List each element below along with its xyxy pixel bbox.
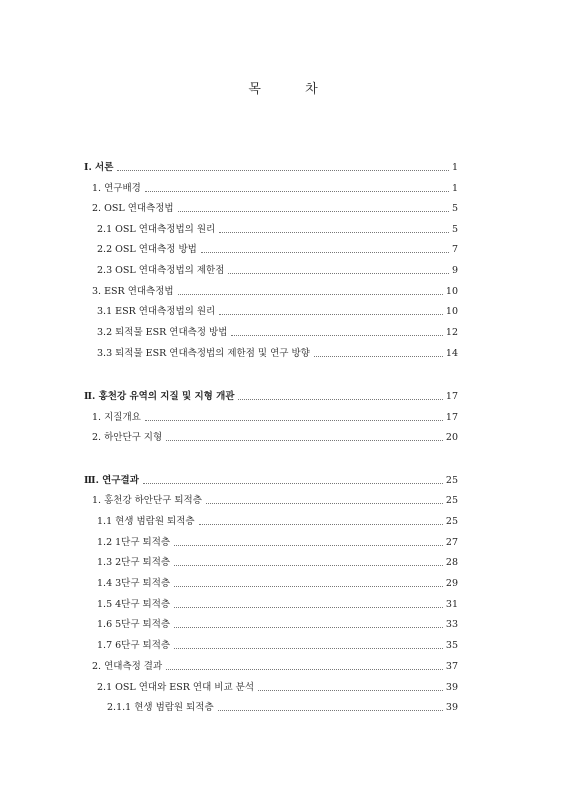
toc-entry-label: 2.1 OSL 연대와 ESR 연대 비교 분석 xyxy=(97,682,255,693)
toc-entry-page: 33 xyxy=(445,619,458,630)
dot-leader xyxy=(219,313,443,315)
toc-entry[interactable] xyxy=(92,410,458,424)
toc-entry-label: 2.3 OSL 연대측정법의 제한점 xyxy=(97,265,225,276)
toc-entry-label: 2. OSL 연대측정법 xyxy=(92,203,174,214)
toc-entry[interactable] xyxy=(97,555,458,569)
toc-entry-page: 5 xyxy=(451,224,458,235)
toc-entry-page: 29 xyxy=(445,578,458,589)
toc-entry[interactable] xyxy=(107,700,458,714)
toc-entry-label: 3.3 퇴적물 ESR 연대측정법의 제한점 및 연구 방향 xyxy=(97,348,310,359)
toc-entry[interactable] xyxy=(84,473,458,487)
toc-entry-page: 14 xyxy=(445,348,458,359)
toc-entry-page: 39 xyxy=(445,682,458,693)
dot-leader xyxy=(228,272,449,274)
toc-entry-label: 2.1 OSL 연대측정법의 원리 xyxy=(97,224,216,235)
toc-entry-page: 39 xyxy=(445,702,458,713)
toc-entry-page: 5 xyxy=(451,203,458,214)
dot-leader xyxy=(174,585,443,587)
toc-entry-page: 17 xyxy=(445,412,458,423)
toc-entry-label: Ⅲ. 연구결과 xyxy=(84,475,139,486)
toc-entry-page: 1 xyxy=(451,162,458,173)
dot-leader xyxy=(206,502,443,504)
toc-entry[interactable] xyxy=(92,181,458,195)
toc-entry-page: 1 xyxy=(451,183,458,194)
dot-leader xyxy=(117,169,449,171)
toc-entry-page: 37 xyxy=(445,661,458,672)
toc-entry-label: 3. ESR 연대측정법 xyxy=(92,286,174,297)
dot-leader xyxy=(166,668,443,670)
toc-entry[interactable] xyxy=(92,284,458,298)
toc-entry-page: 7 xyxy=(451,244,458,255)
dot-leader xyxy=(143,482,443,484)
dot-leader xyxy=(174,606,443,608)
toc-entry-label: 1.2 1단구 퇴적층 xyxy=(97,537,171,548)
toc-entry[interactable] xyxy=(97,514,458,528)
dot-leader xyxy=(238,398,442,400)
toc-entry-label: 2. 하안단구 지형 xyxy=(92,432,163,443)
dot-leader xyxy=(258,689,443,691)
toc-entry-label: 1. 홍천강 하안단구 퇴적층 xyxy=(92,495,202,506)
toc-entry[interactable] xyxy=(92,430,458,444)
dot-leader xyxy=(166,439,443,441)
toc-entry-page: 10 xyxy=(445,286,458,297)
toc-entry-label: 1.1 현생 범람원 퇴적층 xyxy=(97,516,195,527)
toc-entry-page: 20 xyxy=(445,432,458,443)
dot-leader xyxy=(145,190,449,192)
toc-entry-page: 31 xyxy=(445,599,458,610)
toc-entry-page: 28 xyxy=(445,557,458,568)
toc-entry[interactable] xyxy=(97,617,458,631)
toc-entry-label: 2.1.1 현생 범람원 퇴적층 xyxy=(107,702,214,713)
toc-entry-page: 27 xyxy=(445,537,458,548)
dot-leader xyxy=(174,626,443,628)
toc-entry-page: 17 xyxy=(445,391,458,402)
toc-entry[interactable] xyxy=(92,659,458,673)
toc-entry-page: 25 xyxy=(445,516,458,527)
toc-entry-label: 1.3 2단구 퇴적층 xyxy=(97,557,171,568)
toc-entry-label: 3.1 ESR 연대측정법의 원리 xyxy=(97,306,216,317)
toc-entry[interactable] xyxy=(97,325,458,339)
toc-entry[interactable] xyxy=(97,597,458,611)
toc-entry[interactable] xyxy=(97,242,458,256)
toc-entry-label: 3.2 퇴적물 ESR 연대측정 방법 xyxy=(97,327,228,338)
toc-title: 목 차 xyxy=(248,82,338,97)
toc-entry[interactable] xyxy=(97,638,458,652)
toc-entry-page: 9 xyxy=(451,265,458,276)
dot-leader xyxy=(174,564,443,566)
toc-entry-label: 1.6 5단구 퇴적층 xyxy=(97,619,171,630)
toc-entry-label: Ⅰ. 서론 xyxy=(84,162,114,173)
dot-leader xyxy=(178,293,443,295)
dot-leader xyxy=(219,231,449,233)
toc-entry[interactable] xyxy=(92,493,458,507)
toc-entry-label: 1. 지질개요 xyxy=(92,412,141,423)
toc-entry-label: 2.2 OSL 연대측정 방법 xyxy=(97,244,197,255)
dot-leader xyxy=(314,355,443,357)
toc-entry-label: Ⅱ. 홍천강 유역의 지질 및 지형 개관 xyxy=(84,391,235,402)
toc-entry-label: 1.7 6단구 퇴적층 xyxy=(97,640,171,651)
toc-entry[interactable] xyxy=(97,535,458,549)
dot-leader xyxy=(218,709,443,711)
dot-leader xyxy=(201,251,449,253)
dot-leader xyxy=(199,523,443,525)
toc-entry[interactable] xyxy=(97,222,458,236)
dot-leader xyxy=(174,544,443,546)
toc-entry-page: 25 xyxy=(445,475,458,486)
toc-entry-page: 35 xyxy=(445,640,458,651)
toc-entry-label: 1.5 4단구 퇴적층 xyxy=(97,599,171,610)
dot-leader xyxy=(178,210,449,212)
dot-leader xyxy=(174,647,443,649)
toc-entry-label: 2. 연대측정 결과 xyxy=(92,661,163,672)
toc-entry[interactable] xyxy=(84,389,458,403)
toc-entry-page: 12 xyxy=(445,327,458,338)
toc-entry[interactable] xyxy=(97,576,458,590)
toc-entry[interactable] xyxy=(97,346,458,360)
toc-entry[interactable] xyxy=(97,263,458,277)
toc-entry[interactable] xyxy=(97,304,458,318)
toc-entry-page: 25 xyxy=(445,495,458,506)
toc-entry-page: 10 xyxy=(445,306,458,317)
dot-leader xyxy=(145,419,443,421)
toc-entry-label: 1. 연구배경 xyxy=(92,183,141,194)
toc-entry-label: 1.4 3단구 퇴적층 xyxy=(97,578,171,589)
toc-entry[interactable] xyxy=(92,201,458,215)
toc-entry[interactable] xyxy=(84,160,458,174)
toc-entry[interactable] xyxy=(97,680,458,694)
dot-leader xyxy=(231,334,443,336)
